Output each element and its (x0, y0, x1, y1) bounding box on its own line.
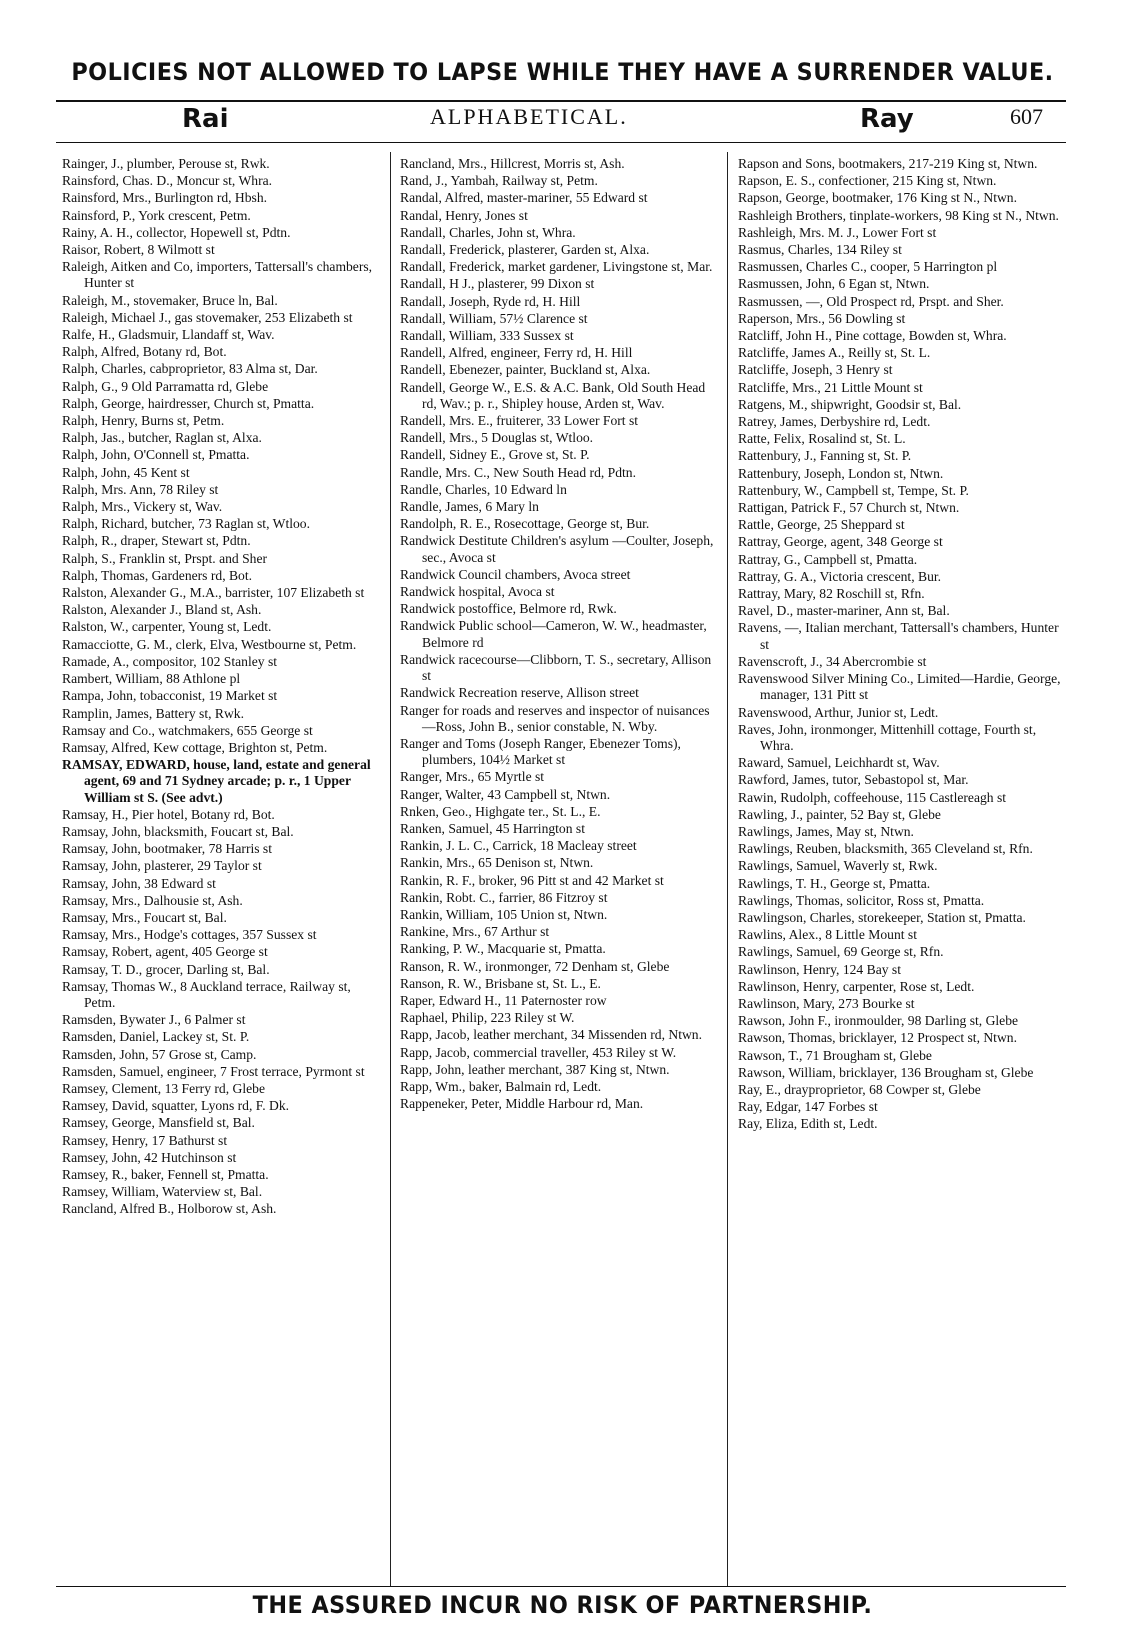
directory-entry: Randwick Recreation reserve, Allison street (400, 685, 639, 701)
directory-entry: Rawlings, Samuel, 69 George st, Rfn. (738, 944, 944, 960)
directory-entry: Ramade, A., compositor, 102 Stanley st (62, 653, 278, 669)
directory-entry: Ratcliff, John H., Pine cottage, Bowden st, Whra. (738, 328, 1007, 344)
directory-entry: Rapson, George, bootmaker, 176 King st N., Ntwn. (738, 190, 1017, 206)
directory-entry: Randwick Council chambers, Avoca street (400, 566, 631, 582)
directory-entry: Ramplin, James, Battery st, Rwk. (62, 705, 244, 721)
directory-entry: Ramsay, John, bootmaker, 78 Harris st (62, 841, 272, 857)
directory-entry: Randall, Frederick, plasterer, Garden st, Alxa. (400, 242, 650, 258)
directory-entry: Ralston, W., carpenter, Young st, Ledt. (62, 619, 272, 635)
directory-entry: Randal, Alfred, master-mariner, 55 Edward st (400, 190, 648, 206)
directory-entry: Rapp, Wm., baker, Balmain rd, Ledt. (400, 1078, 602, 1094)
directory-entry: Ray, E., drayproprietor, 68 Cowper st, Glebe (738, 1081, 981, 1097)
directory-entry: Raleigh, M., stovemaker, Bruce ln, Bal. (62, 292, 278, 308)
directory-entry: Ramsey, George, Mansfield st, Bal. (62, 1115, 255, 1131)
directory-entry: Ramsey, David, squatter, Lyons rd, F. Dk. (62, 1098, 290, 1114)
directory-entry: Ravens, —, Italian merchant, Tattersall's chambers, Hunter st (738, 620, 1059, 652)
directory-column-2 (400, 156, 716, 1586)
directory-entry: Ratcliffe, Joseph, 3 Henry st (738, 362, 893, 378)
directory-entry: Randall, Frederick, market gardener, Livingstone st, Mar. (400, 259, 713, 275)
footer-rule (56, 1586, 1066, 1587)
directory-entry: Rankin, Mrs., 65 Denison st, Ntwn. (400, 855, 594, 871)
column-divider (390, 152, 391, 1587)
guide-word-right: Ray (860, 104, 914, 134)
directory-entry: Ralston, Alexander G., M.A., barrister, 107 Elizabeth st (62, 585, 365, 601)
directory-entry: Rattray, G., Campbell st, Pmatta. (738, 551, 918, 567)
directory-entry: Ranson, R. W., Brisbane st, St. L., E. (400, 975, 601, 991)
directory-entry: Randall, Charles, John st, Whra. (400, 224, 576, 240)
directory-entry: Ranger, Mrs., 65 Myrtle st (400, 769, 545, 785)
guide-word-left: Rai (182, 104, 229, 134)
directory-entry: Rasmussen, —, Old Prospect rd, Prspt. and Sher. (738, 293, 1004, 309)
directory-entry: Rawson, John F., ironmoulder, 98 Darling st, Glebe (738, 1013, 1019, 1029)
directory-entry: Randle, Mrs. C., New South Head rd, Pdtn. (400, 464, 636, 480)
directory-entry: Rankine, Mrs., 67 Arthur st (400, 924, 550, 940)
directory-entry: Rawlings, Samuel, Waverly st, Rwk. (738, 858, 938, 874)
header-rule (56, 142, 1066, 143)
directory-entry: Ranking, P. W., Macquarie st, Pmatta. (400, 941, 606, 957)
directory-entry: RAMSAY, EDWARD, house, land, estate and general agent, 69 and 71 Sydney arcade; p. r., 1 Upper William st S. (See advt.) (62, 757, 371, 805)
directory-entry: Ratrey, James, Derbyshire rd, Ledt. (738, 414, 931, 430)
directory-entry: Rancland, Mrs., Hillcrest, Morris st, Ash. (400, 156, 625, 171)
directory-entry: Rankin, J. L. C., Carrick, 18 Macleay street (400, 838, 637, 854)
directory-entry: Ramsay, Alfred, Kew cottage, Brighton st, Petm. (62, 739, 328, 755)
directory-entry: Ravenswood, Arthur, Junior st, Ledt. (738, 704, 939, 720)
directory-entry: Ralph, Henry, Burns st, Petm. (62, 413, 225, 429)
directory-entry: Randell, Sidney E., Grove st, St. P. (400, 447, 590, 463)
directory-entry: Randwick Destitute Children's asylum —Coulter, Joseph, sec., Avoca st (400, 533, 714, 565)
directory-entry: Randwick racecourse—Clibborn, T. S., secretary, Allison st (400, 651, 712, 684)
directory-entry: Rattenbury, J., Fanning st, St. P. (738, 448, 912, 464)
directory-entry: Randwick Public school—Cameron, W. W., headmaster, Belmore rd (400, 618, 707, 650)
directory-entry: Rawling, J., painter, 52 Bay st, Glebe (738, 806, 941, 822)
directory-entry: Rapson, E. S., confectioner, 215 King st, Ntwn. (738, 173, 997, 189)
directory-entry: Rainsford, Mrs., Burlington rd, Hbsh. (62, 190, 268, 206)
directory-entry: Rapp, Jacob, leather merchant, 34 Missenden rd, Ntwn. (400, 1027, 703, 1043)
directory-entry: Rawlinson, Henry, carpenter, Rose st, Ledt. (738, 978, 975, 994)
directory-entry: Rasmussen, Charles C., cooper, 5 Harrington pl (738, 259, 998, 275)
directory-entry: Ray, Eliza, Edith st, Ledt. (738, 1116, 878, 1132)
directory-entry: Ramsay, Mrs., Foucart st, Bal. (62, 909, 227, 925)
column-divider (727, 152, 728, 1587)
directory-entry: Randwick postoffice, Belmore rd, Rwk. (400, 601, 617, 617)
directory-entry: Ramacciotte, G. M., clerk, Elva, Westbourne st, Petm. (62, 636, 357, 652)
directory-entry: Rainsford, P., York crescent, Petm. (62, 207, 251, 223)
directory-entry: Rattenbury, Joseph, London st, Ntwn. (738, 465, 944, 481)
directory-entry: Randolph, R. E., Rosecottage, George st, Bur. (400, 516, 650, 532)
directory-entry: Ralph, S., Franklin st, Prspt. and Sher (62, 550, 268, 566)
directory-entry: Randell, George W., E.S. & A.C. Bank, Old South Head rd, Wav.; p. r., Shipley house, Arden st, Wav. (400, 379, 706, 411)
directory-entry: Ramsey, William, Waterview st, Bal. (62, 1184, 263, 1200)
directory-entry: Rapp, Jacob, commercial traveller, 453 Riley st W. (400, 1044, 677, 1060)
directory-entry: Raward, Samuel, Leichhardt st, Wav. (738, 755, 940, 771)
directory-entry: Randell, Alfred, engineer, Ferry rd, H. Hill (400, 345, 633, 361)
directory-entry: Randle, Charles, 10 Edward ln (400, 481, 567, 497)
banner-rule (56, 100, 1066, 102)
directory-entry: Randell, Mrs., 5 Douglas st, Wtloo. (400, 430, 594, 446)
directory-entry: Rawlinson, Henry, 124 Bay st (738, 961, 901, 977)
directory-entry: Ramsden, Samuel, engineer, 7 Frost terrace, Pyrmont st (62, 1063, 365, 1079)
directory-entry: Rashleigh Brothers, tinplate-workers, 98 King st N., Ntwn. (738, 207, 1059, 223)
header-banner: POLICIES NOT ALLOWED TO LAPSE WHILE THEY HAVE A SURRENDER VALUE. (71, 58, 1054, 86)
directory-entry: Rankin, William, 105 Union st, Ntwn. (400, 906, 608, 922)
directory-entry: Rainsford, Chas. D., Moncur st, Whra. (62, 173, 273, 189)
directory-entry: Rapp, John, leather merchant, 387 King st, Ntwn. (400, 1061, 670, 1077)
directory-entry: Ramsay, T. D., grocer, Darling st, Bal. (62, 961, 270, 977)
directory-entry: Rawson, T., 71 Brougham st, Glebe (738, 1047, 932, 1063)
page-number: 607 (1010, 104, 1043, 129)
directory-entry: Ramsey, Clement, 13 Ferry rd, Glebe (62, 1080, 265, 1096)
directory-entry: Ramsey, John, 42 Hutchinson st (62, 1149, 237, 1165)
directory-entry: Rattenbury, W., Campbell st, Tempe, St. P. (738, 482, 969, 498)
directory-entry: Rancland, Alfred B., Holborow st, Ash. (62, 1201, 277, 1217)
directory-entry: Randell, Mrs. E., fruiterer, 33 Lower Fort st (400, 413, 639, 429)
directory-entry: Rawlingson, Charles, storekeeper, Station st, Pmatta. (738, 909, 1026, 925)
directory-entry: Randall, H J., plasterer, 99 Dixon st (400, 276, 595, 292)
directory-entry: Rapson and Sons, bootmakers, 217-219 King st, Ntwn. (738, 156, 1038, 171)
directory-entry: Rawson, William, bricklayer, 136 Brougham st, Glebe (738, 1064, 1034, 1080)
directory-entry: Ramsay, John, blacksmith, Foucart st, Bal. (62, 823, 294, 839)
directory-entry: Ramsay, H., Pier hotel, Botany rd, Bot. (62, 806, 275, 822)
directory-entry: Rawlings, James, May st, Ntwn. (738, 823, 914, 839)
directory-entry: Ralph, Mrs., Vickery st, Wav. (62, 499, 223, 515)
directory-entry: Raisor, Robert, 8 Wilmott st (62, 242, 215, 258)
directory-entry: Rawlings, T. H., George st, Pmatta. (738, 875, 931, 891)
directory-entry: Ranken, Samuel, 45 Harrington st (400, 820, 585, 836)
directory-entry: Randell, Ebenezer, painter, Buckland st, Alxa. (400, 362, 651, 378)
directory-entry: Rashleigh, Mrs. M. J., Lower Fort st (738, 224, 937, 240)
directory-entry: Ramsay, John, 38 Edward st (62, 875, 216, 891)
directory-entry: Randwick hospital, Avoca st (400, 584, 555, 600)
directory-entry: Rand, J., Yambah, Railway st, Petm. (400, 173, 598, 189)
directory-entry: Ramsay, Mrs., Hodge's cottages, 357 Sussex st (62, 927, 317, 943)
directory-entry: Ralph, John, 45 Kent st (62, 464, 190, 480)
section-title: ALPHABETICAL. (430, 104, 628, 129)
directory-entry: Rainger, J., plumber, Perouse st, Rwk. (62, 156, 270, 171)
directory-entry: Rambert, William, 88 Athlone pl (62, 671, 241, 687)
directory-entry: Rasmussen, John, 6 Egan st, Ntwn. (738, 276, 930, 292)
directory-entry: Rainy, A. H., collector, Hopewell st, Pdtn. (62, 224, 291, 240)
directory-entry: Randall, Joseph, Ryde rd, H. Hill (400, 293, 581, 309)
directory-entry: Ralston, Alexander J., Bland st, Ash. (62, 602, 262, 618)
directory-entry: Rankin, Robt. C., farrier, 86 Fitzroy st (400, 889, 608, 905)
directory-entry: Rnken, Geo., Highgate ter., St. L., E. (400, 803, 601, 819)
directory-entry: Rattray, George, agent, 348 George st (738, 534, 943, 550)
directory-entry: Ralph, John, O'Connell st, Pmatta. (62, 447, 250, 463)
directory-entry: Randal, Henry, Jones st (400, 207, 528, 223)
directory-entry: Ramsey, Henry, 17 Bathurst st (62, 1132, 228, 1148)
directory-entry: Ranson, R. W., ironmonger, 72 Denham st, Glebe (400, 958, 670, 974)
directory-entry: Ramsey, R., baker, Fennell st, Pmatta. (62, 1166, 269, 1182)
directory-entry: Ralph, Charles, cabproprietor, 83 Alma st, Dar. (62, 361, 318, 377)
directory-entry: Ranger, Walter, 43 Campbell st, Ntwn. (400, 786, 611, 802)
directory-entry: Raleigh, Michael J., gas stovemaker, 253 Elizabeth st (62, 309, 353, 325)
directory-entry: Rawlins, Alex., 8 Little Mount st (738, 927, 917, 943)
directory-entry: Rattray, Mary, 82 Roschill st, Rfn. (738, 586, 925, 602)
directory-entry: Ramsay, Mrs., Dalhousie st, Ash. (62, 892, 243, 908)
directory-entry: Rawin, Rudolph, coffeehouse, 115 Castlereagh st (738, 789, 1007, 805)
directory-entry: Ralfe, H., Gladsmuir, Llandaff st, Wav. (62, 327, 275, 343)
directory-entry: Ralph, Alfred, Botany rd, Bot. (62, 344, 227, 360)
directory-entry: Ratgens, M., shipwright, Goodsir st, Bal. (738, 396, 962, 412)
directory-entry: Ramsden, John, 57 Grose st, Camp. (62, 1046, 257, 1062)
directory-column-3 (738, 156, 1062, 1586)
footer-slogan: THE ASSURED INCUR NO RISK OF PARTNERSHIP. (252, 1591, 873, 1619)
directory-entry: Ralph, Richard, butcher, 73 Raglan st, Wtloo. (62, 516, 310, 532)
directory-entry: Ramsay, Robert, agent, 405 George st (62, 944, 268, 960)
directory-entry: Ravenscroft, J., 34 Abercrombie st (738, 653, 927, 669)
directory-entry: Rattle, George, 25 Sheppard st (738, 517, 905, 533)
directory-entry: Rawlings, Thomas, solicitor, Ross st, Pmatta. (738, 892, 985, 908)
directory-entry: Rasmus, Charles, 134 Riley st (738, 242, 902, 258)
directory-entry: Randall, William, 333 Sussex st (400, 328, 574, 344)
page-header (60, 104, 1065, 138)
directory-entry: Ranger for roads and reserves and inspector of nuisances—Ross, John B., senior constable, N. Wby. (400, 702, 710, 734)
directory-entry: Ramsden, Daniel, Lackey st, St. P. (62, 1029, 250, 1045)
directory-entry: Ravel, D., master-mariner, Ann st, Bal. (738, 603, 950, 619)
directory-entry: Ralph, Mrs. Ann, 78 Riley st (62, 481, 219, 497)
directory-entry: Ralph, G., 9 Old Parramatta rd, Glebe (62, 378, 269, 394)
directory-entry: Raper, Edward H., 11 Paternoster row (400, 992, 607, 1008)
directory-entry: Ralph, Thomas, Gardeners rd, Bot. (62, 567, 253, 583)
directory-entry: Ralph, Jas., butcher, Raglan st, Alxa. (62, 430, 262, 446)
directory-entry: Randall, William, 57½ Clarence st (400, 310, 588, 326)
directory-entry: Raves, John, ironmonger, Mittenhill cottage, Fourth st, Whra. (738, 721, 1037, 753)
directory-entry: Ramsay and Co., watchmakers, 655 George st (62, 722, 313, 738)
directory-entry: Rawlinson, Mary, 273 Bourke st (738, 995, 915, 1011)
directory-entry: Ray, Edgar, 147 Forbes st (738, 1099, 878, 1115)
directory-entry: Rampa, John, tobacconist, 19 Market st (62, 688, 278, 704)
directory-entry: Ramsden, Bywater J., 6 Palmer st (62, 1012, 246, 1028)
directory-entry: Raleigh, Aitken and Co, importers, Tattersall's chambers, Hunter st (62, 259, 373, 291)
directory-entry: Rawford, James, tutor, Sebastopol st, Mar. (738, 772, 969, 788)
directory-entry: Ramsay, John, plasterer, 29 Taylor st (62, 858, 262, 874)
directory-entry: Ratcliffe, James A., Reilly st, St. L. (738, 345, 931, 361)
directory-entry: Raphael, Philip, 223 Riley st W. (400, 1010, 575, 1026)
directory-entry: Raperson, Mrs., 56 Dowling st (738, 310, 906, 326)
directory-entry: Ratte, Felix, Rosalind st, St. L. (738, 431, 906, 447)
directory-entry: Randle, James, 6 Mary ln (400, 499, 539, 515)
directory-entry: Ralph, George, hairdresser, Church st, Pmatta. (62, 395, 315, 411)
directory-entry: Ratcliffe, Mrs., 21 Little Mount st (738, 379, 923, 395)
directory-entry: Rankin, R. F., broker, 96 Pitt st and 42 Market st (400, 872, 664, 888)
directory-entry: Rawson, Thomas, bricklayer, 12 Prospect st, Ntwn. (738, 1030, 1017, 1046)
directory-entry: Ramsay, Thomas W., 8 Auckland terrace, Railway st, Petm. (62, 978, 351, 1010)
directory-entry: Ralph, R., draper, Stewart st, Pdtn. (62, 533, 251, 549)
directory-column-1 (62, 156, 380, 1586)
directory-entry: Rattray, G. A., Victoria crescent, Bur. (738, 568, 942, 584)
directory-entry: Rattigan, Patrick F., 57 Church st, Ntwn. (738, 500, 960, 516)
directory-entry: Ranger and Toms (Joseph Ranger, Ebenezer Toms), plumbers, 104½ Market st (400, 735, 681, 768)
directory-entry: Rawlings, Reuben, blacksmith, 365 Cleveland st, Rfn. (738, 841, 1033, 857)
directory-entry: Rappeneker, Peter, Middle Harbour rd, Man. (400, 1096, 644, 1112)
directory-entry: Ravenswood Silver Mining Co., Limited—Hardie, George, manager, 131 Pitt st (738, 671, 1061, 703)
